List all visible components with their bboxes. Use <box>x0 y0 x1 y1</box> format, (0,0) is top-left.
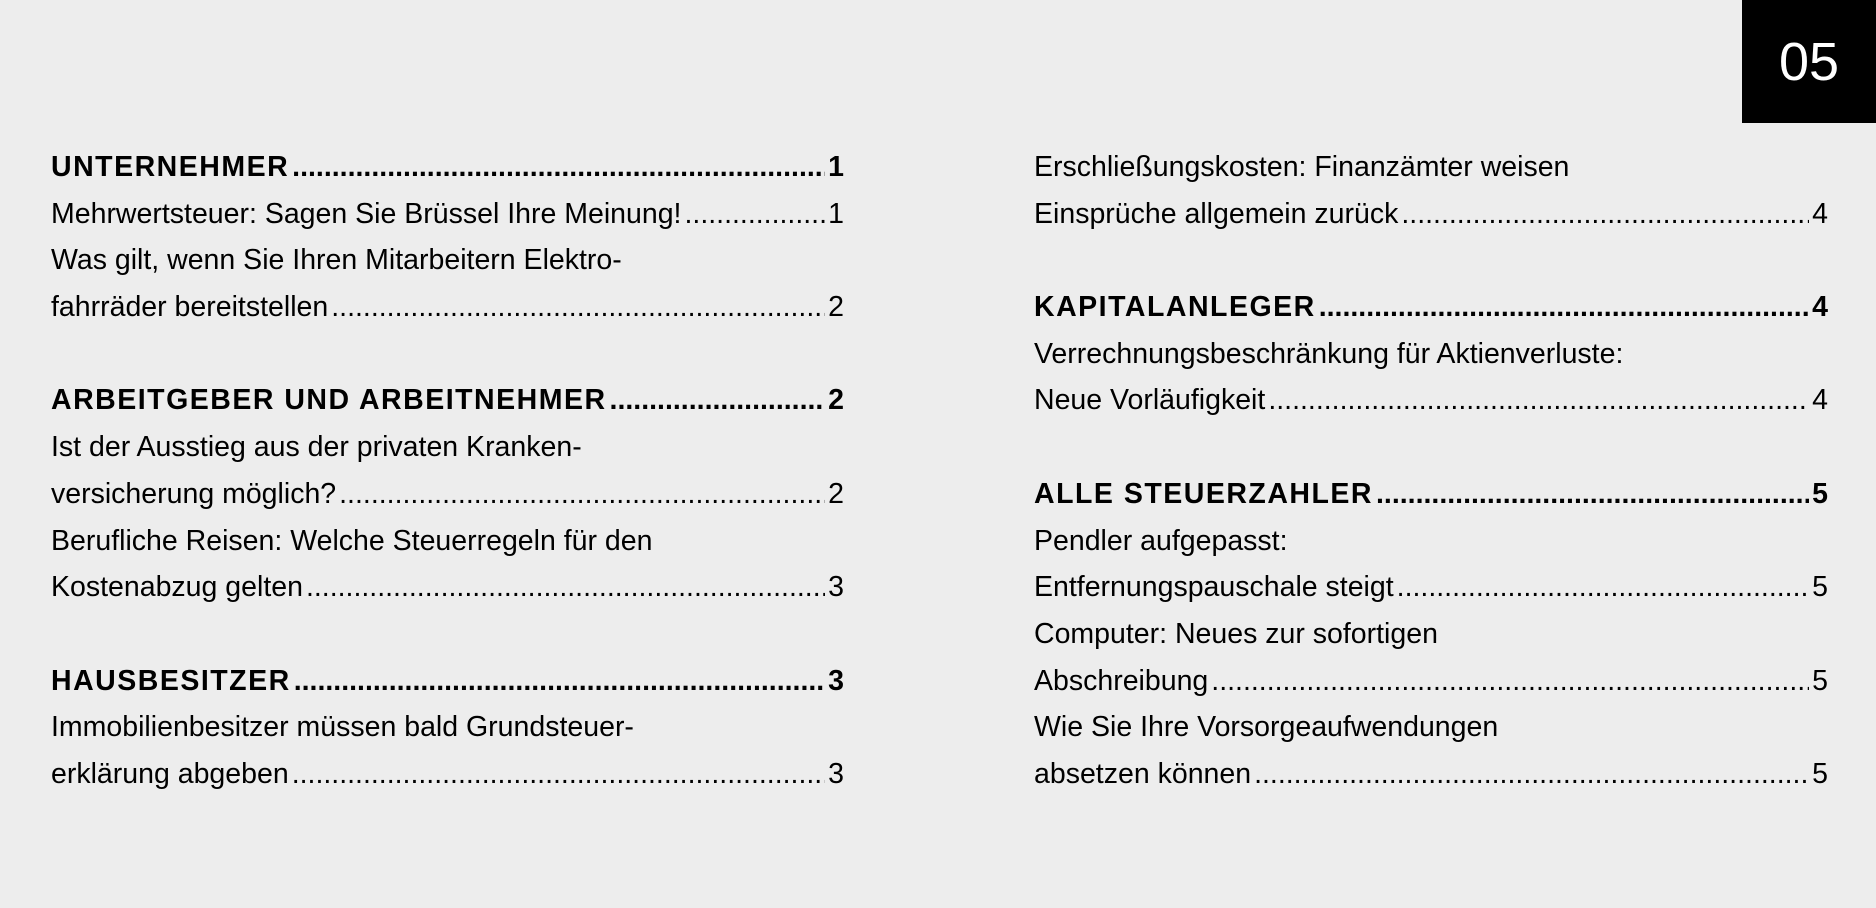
toc-section-heading[interactable] <box>1034 284 1828 331</box>
toc-entry[interactable] <box>51 518 844 611</box>
entry-last-line <box>1034 658 1828 705</box>
section-title: HAUSBESITZER <box>51 664 291 697</box>
dot-leader <box>294 658 825 705</box>
toc-section-heading[interactable] <box>51 377 844 424</box>
dot-leader <box>1211 658 1809 705</box>
entry-title-line: Computer: Neues zur sofortigen <box>1034 617 1438 650</box>
entry-title-line: Abschreibung <box>1034 664 1209 697</box>
entry-page-number: 2 <box>828 477 844 510</box>
entry-last-line <box>1034 564 1828 611</box>
section-title: UNTERNEHMER <box>51 151 290 183</box>
dot-leader <box>684 191 825 238</box>
section-page-number: 2 <box>828 384 844 417</box>
section-spacer <box>1034 424 1828 471</box>
section-page-number: 5 <box>1812 477 1828 510</box>
entry-page-number: 3 <box>828 571 844 604</box>
section-spacer <box>1034 237 1828 284</box>
entry-page-number: 4 <box>1812 197 1828 230</box>
section-title: ARBEITGEBER UND ARBEITNEHMER <box>51 384 607 417</box>
dot-leader <box>339 471 825 518</box>
toc-entry[interactable] <box>51 237 844 330</box>
section-spacer <box>51 331 844 378</box>
dot-leader <box>306 564 825 611</box>
dot-leader <box>610 377 826 424</box>
entry-last-line <box>1034 191 1828 238</box>
entry-title-line: Mehrwertsteuer: Sagen Sie Brüssel Ihre Meinung! <box>51 197 682 230</box>
entry-title-line: Was gilt, wenn Sie Ihren Mitarbeitern Elektro- <box>51 244 622 277</box>
section-title: ALLE STEUERZAHLER <box>1034 477 1373 510</box>
toc-entry[interactable] <box>51 704 844 797</box>
page-number-badge <box>1742 0 1876 123</box>
toc-entry[interactable] <box>1034 144 1828 237</box>
entry-title-line: versicherung möglich? <box>51 477 337 510</box>
toc-entry[interactable] <box>1034 611 1828 704</box>
entry-page-number: 4 <box>1812 384 1828 417</box>
entry-title-line: Immobilienbesitzer müssen bald Grundsteuer- <box>51 711 634 744</box>
dot-leader <box>1319 284 1809 331</box>
entry-title-line: Ist der Ausstieg aus der privaten Kranken- <box>51 431 582 464</box>
dot-leader <box>1254 751 1809 798</box>
entry-last-line <box>51 191 844 238</box>
toc-section-heading[interactable] <box>1034 471 1828 518</box>
entry-page-number: 5 <box>1812 664 1828 697</box>
toc-section-heading[interactable] <box>51 144 844 191</box>
dot-leader <box>292 751 825 798</box>
toc-entry[interactable] <box>1034 331 1828 424</box>
toc-right-column <box>1034 144 1828 798</box>
entry-title-line: Entfernungspauschale steigt <box>1034 571 1394 604</box>
section-page-number: 1 <box>828 151 844 183</box>
toc-entry[interactable] <box>51 191 844 238</box>
entry-page-number: 5 <box>1812 757 1828 790</box>
entry-last-line <box>1034 751 1828 798</box>
section-page-number: 3 <box>828 664 844 697</box>
toc-left-column <box>51 144 844 798</box>
dot-leader <box>1268 377 1809 424</box>
section-spacer <box>51 611 844 658</box>
toc-entry[interactable] <box>1034 518 1828 611</box>
toc-entry[interactable] <box>1034 704 1828 797</box>
entry-page-number: 1 <box>828 197 844 230</box>
dot-leader <box>1397 564 1809 611</box>
entry-last-line <box>51 564 844 611</box>
entry-page-number: 3 <box>828 757 844 790</box>
dot-leader <box>1401 191 1809 238</box>
section-title: KAPITALANLEGER <box>1034 291 1316 324</box>
entry-title-line: Einsprüche allgemein zurück <box>1034 197 1399 230</box>
entry-page-number: 5 <box>1812 571 1828 604</box>
dot-leader <box>331 284 825 331</box>
entry-title-line: Verrechnungsbeschränkung für Aktienverluste: <box>1034 337 1624 370</box>
dot-leader <box>1376 471 1809 518</box>
entry-page-number: 2 <box>828 291 844 324</box>
entry-title-line: Kostenabzug gelten <box>51 571 303 604</box>
entry-last-line <box>51 284 844 331</box>
entry-title-line: fahrräder bereitstellen <box>51 291 329 324</box>
section-page-number: 4 <box>1812 291 1828 324</box>
entry-title-line: Erschließungskosten: Finanzämter weisen <box>1034 151 1570 183</box>
entry-last-line <box>1034 377 1828 424</box>
toc-entry[interactable] <box>51 424 844 517</box>
entry-last-line <box>51 471 844 518</box>
entry-last-line <box>51 751 844 798</box>
entry-title-line: absetzen können <box>1034 757 1252 790</box>
toc-section-heading[interactable] <box>51 658 844 705</box>
entry-title-line: Wie Sie Ihre Vorsorgeaufwendungen <box>1034 711 1499 744</box>
entry-title-line: erklärung abgeben <box>51 757 289 790</box>
entry-title-line: Pendler aufgepasst: <box>1034 524 1288 557</box>
entry-title-line: Neue Vorläufigkeit <box>1034 384 1266 417</box>
entry-title-line: Berufliche Reisen: Welche Steuerregeln für den <box>51 524 653 557</box>
dot-leader <box>292 144 825 191</box>
page-number: 05 <box>1778 31 1840 92</box>
